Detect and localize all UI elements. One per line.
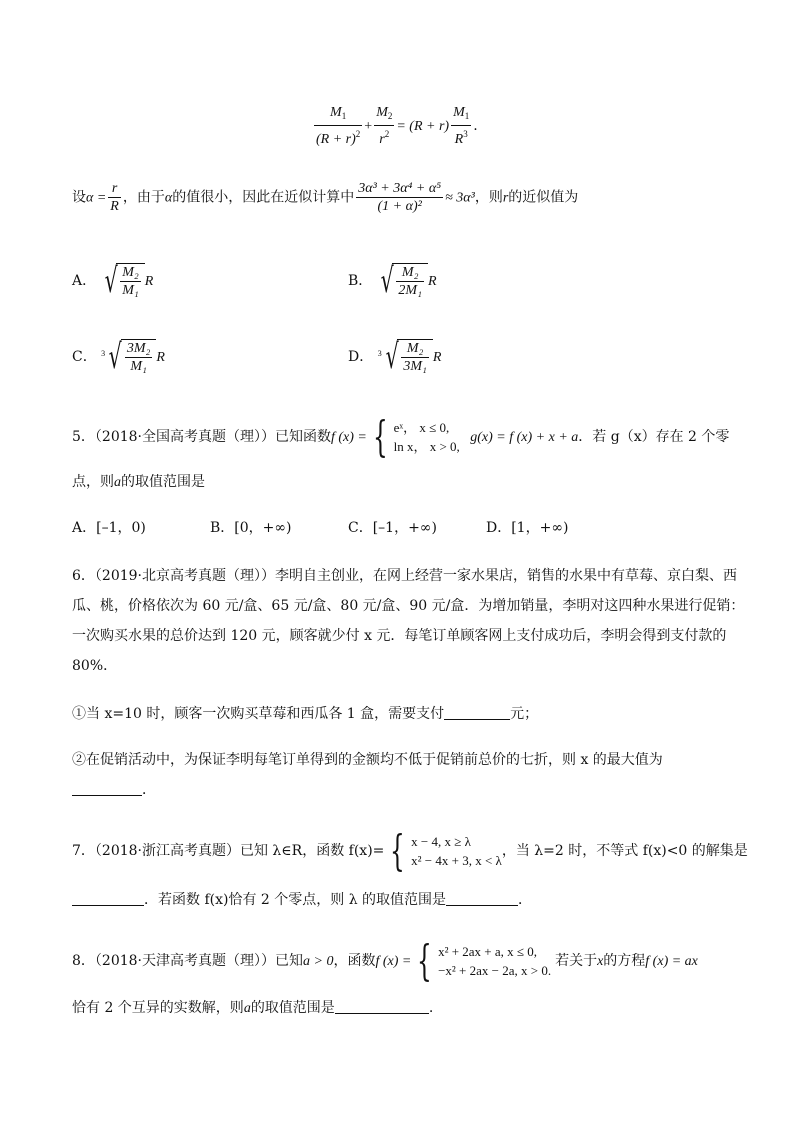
question-5-line-1: 5．（2018·全国高考真题（理））已知函数f (x) = { eˣ， x ≤ 0, ln x， x > 0, g(x) = f (x) + x + a．若 g（x）存在 2 个零 <box>72 412 730 461</box>
question-8-line-1: 8．（2018·天津高考真题（理））已知a > 0，函数f (x) = { x² + 2ax + a, x ≤ 0, −x² + 2ax − 2a, x > 0. 若关于x的方程f (x) = ax <box>72 936 698 985</box>
question-8-line-2: 恰有 2 个互异的实数解，则a的取值范围是 . <box>72 1000 434 1016</box>
fraction-m1: $\frac{M_1}{(R + r)^2}$ <box>316 105 361 147</box>
answer-blank[interactable] <box>72 781 142 796</box>
fraction-m2: $\frac{M_2}{r^2}$ <box>376 105 393 147</box>
question-6-line-1: 6．（2019·北京高考真题（理））李明自主创业，在网上经营一家水果店，销售的水果中有草莓、京白梨、西 <box>72 568 737 584</box>
question-6-sub-2: ②在促销活动中，为保证李明每笔订单得到的金额均不低于促销前总价的七折，则 x 的最大值为 <box>72 752 663 768</box>
fraction-r-over-R: $\frac{r}{R}$ <box>110 181 119 214</box>
question-6-sub-1: ①当 x=10 时，顾客一次购买草莓和西瓜各 1 盒，需要支付 元； <box>72 706 539 722</box>
question-7-line-1: 7．（2018·浙江高考真题）已知 λ∈R，函数 f(x)= { x − 4, x ≥ λ x² − 4x + 3, x < λ ，当 λ=2 时，不等式 f(x)<0 的解集是 <box>72 826 748 875</box>
q5-option-b: B．[0，+∞) <box>210 520 292 536</box>
answer-blank[interactable] <box>335 999 429 1014</box>
piecewise-cases: x² + 2ax + a, x ≤ 0, −x² + 2ax − 2a, x > 0. <box>438 944 552 978</box>
q5-option-a: A．[–1，0) <box>72 520 146 536</box>
sqrt-expression: √ $\frac{\text{M₂}}{\text{M₁}}$ <box>101 260 145 302</box>
question-6-line-4: 80%． <box>72 658 118 674</box>
paragraph-alpha: 设α = $\frac{r}{R}$ ，由于α的值很小，因此在近似计算中 $\frac{\text{3α³ + 3α⁴ + α⁵}}{\text{(1 + α)²}}$ ≈ 3α³，则r的近似值为 <box>72 181 579 214</box>
equation-top: $\frac{M_1}{(R + r)^2}$ + $\frac{M_2}{r^2}$ = (R + r) $\frac{M_1}{R^3}$ . <box>316 105 478 147</box>
option-b: B． √ $\frac{\text{M₂}}{\text{2M₁}}$ R <box>348 261 437 301</box>
q5-option-d: D．[1，+∞) <box>486 520 569 536</box>
fraction-m1-r3: $\frac{M_1}{R^3}$ <box>453 105 470 147</box>
option-a: A． √ $\frac{\text{M₂}}{\text{M₁}}$ R <box>72 261 154 301</box>
answer-blank[interactable] <box>72 891 144 906</box>
cube-root-expression: 3 √ $\frac{\text{3M₂}}{\text{M₁}}$ <box>101 336 156 378</box>
sqrt-expression: √ $\frac{\text{M₂}}{\text{2M₁}}$ <box>377 260 428 302</box>
brace: { <box>390 826 406 875</box>
question-6-line-3: 一次购买水果的总价达到 120 元，顾客就少付 x 元．每笔订单顾客网上支付成功后，李明会得到支付款的 <box>72 628 727 644</box>
fraction-alpha-expression: $\frac{\text{3α³ + 3α⁴ + α⁵}}{\text{(1 + α)²}}$ <box>358 181 442 214</box>
question-5-line-2: 点，则a的取值范围是 <box>72 474 205 490</box>
piecewise-cases: x − 4, x ≥ λ x² − 4x + 3, x < λ <box>411 834 502 868</box>
option-c: C． 3 √ $\frac{\text{3M₂}}{\text{M₁}}$ R <box>72 337 165 377</box>
brace: { <box>372 412 388 461</box>
piecewise-cases: eˣ， x ≤ 0, ln x， x > 0, <box>393 420 460 454</box>
question-7-line-2: ．若函数 f(x)恰有 2 个零点，则 λ 的取值范围是 ． <box>72 890 532 910</box>
cube-root-expression: 3 √ $\frac{\text{M₂}}{\text{3M₁}}$ <box>378 336 433 378</box>
q5-option-c: C．[–1，+∞) <box>348 520 437 536</box>
question-6-line-2: 瓜、桃，价格依次为 60 元/盒、65 元/盒、80 元/盒、90 元/盒．为增加销量，李明对这四种水果进行促销： <box>72 598 745 614</box>
brace: { <box>417 936 433 985</box>
option-d: D． 3 √ $\frac{\text{M₂}}{\text{3M₁}}$ R <box>348 337 442 377</box>
answer-blank[interactable] <box>446 891 518 906</box>
question-6-sub-2-answer: ． <box>72 780 156 800</box>
answer-blank[interactable] <box>444 705 510 720</box>
